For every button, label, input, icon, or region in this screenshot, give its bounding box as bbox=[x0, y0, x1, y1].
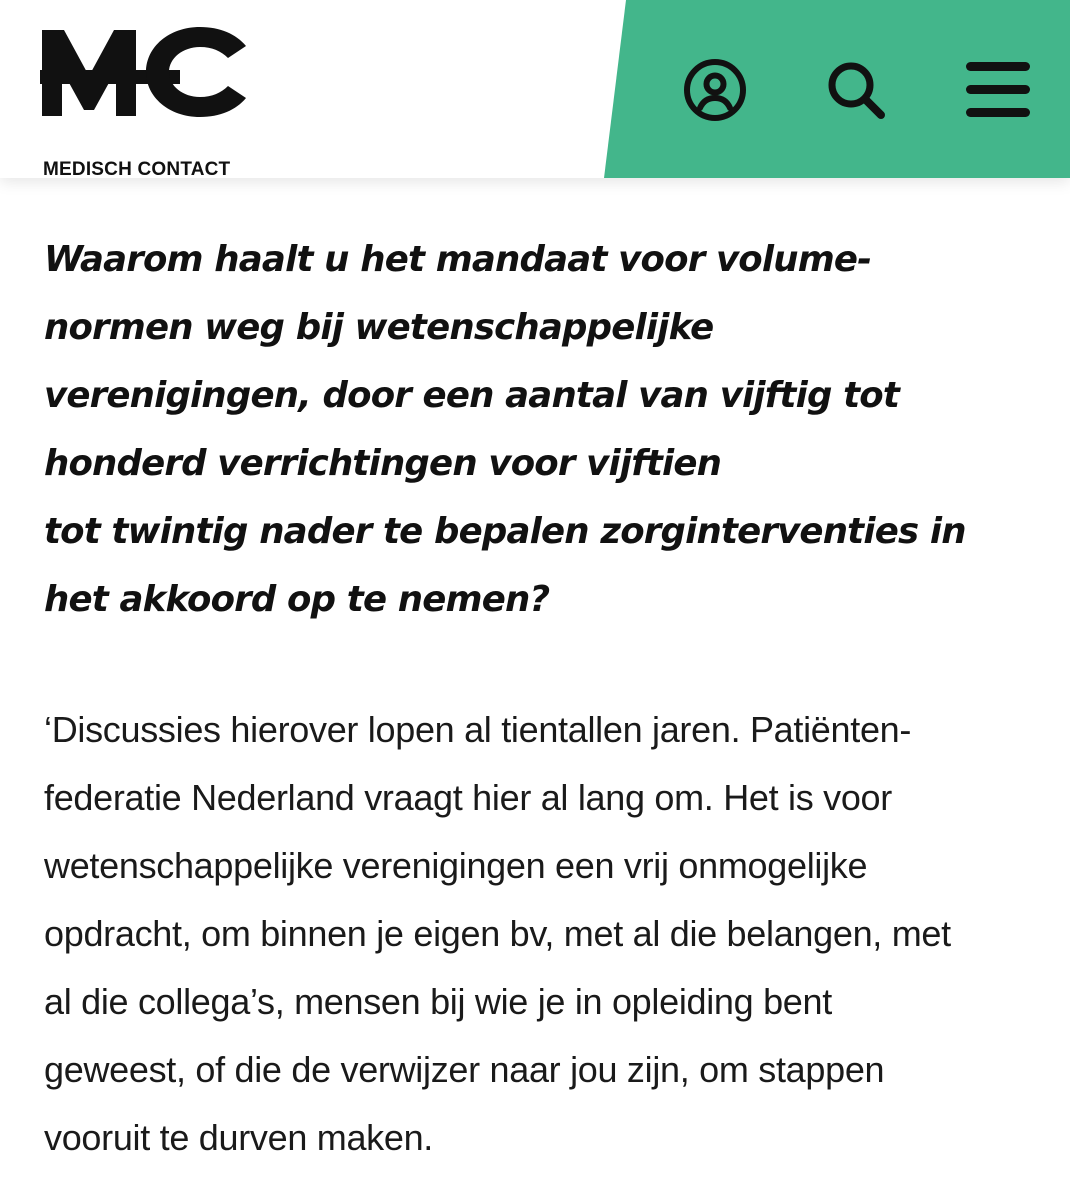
answer-line: wetenschappelijke verenigingen een vrij onmogelijke bbox=[44, 845, 868, 886]
question-line: honderd verrichtingen voor vijftien bbox=[44, 443, 722, 484]
search-button[interactable] bbox=[820, 54, 892, 126]
interview-answer bbox=[44, 696, 951, 1172]
search-icon bbox=[823, 57, 889, 123]
menu-button[interactable] bbox=[962, 54, 1034, 126]
question-line: Waarom haalt u het mandaat voor volume- bbox=[44, 239, 872, 280]
article-body bbox=[44, 226, 1034, 1158]
hamburger-menu-icon bbox=[964, 57, 1032, 123]
answer-line: ‘Discussies hierover lopen al tientallen jaren. Patiënten- bbox=[44, 709, 912, 750]
user-circle-icon bbox=[682, 57, 748, 123]
answer-line: al die collega’s, mensen bij wie je in opleiding bent bbox=[44, 981, 832, 1022]
answer-line: vooruit te durven maken. bbox=[44, 1117, 434, 1158]
interview-question bbox=[44, 226, 1034, 634]
answer-line: opdracht, om binnen je eigen bv, met al die belangen, met bbox=[44, 913, 951, 954]
site-logo[interactable] bbox=[40, 24, 255, 180]
brand-name: MEDISCH CONTACT bbox=[43, 159, 231, 180]
mc-logo-mark bbox=[40, 24, 250, 118]
answer-line: federatie Nederland vraagt hier al lang om. Het is voor bbox=[44, 777, 892, 818]
profile-button[interactable] bbox=[679, 54, 751, 126]
question-line: verenigingen, door een aantal van vijftig tot bbox=[44, 375, 900, 416]
site-header bbox=[0, 0, 1070, 178]
question-line: tot twintig nader te bepalen zorginterventies in bbox=[44, 511, 966, 552]
answer-line: geweest, of die de verwijzer naar jou zijn, om stappen bbox=[44, 1049, 885, 1090]
question-line: het akkoord op te nemen? bbox=[44, 579, 550, 620]
question-line: normen weg bij wetenschappelijke bbox=[44, 307, 714, 348]
